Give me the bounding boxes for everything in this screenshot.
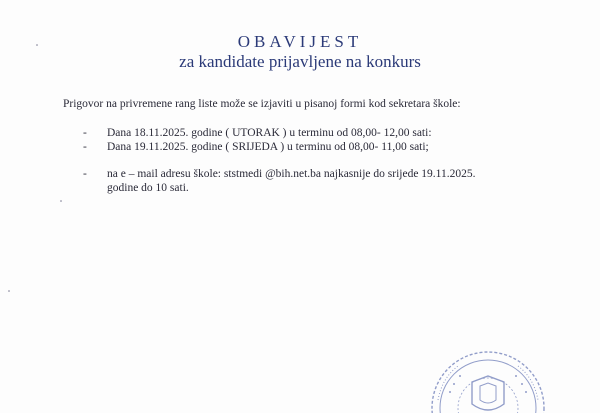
scan-speck: [36, 44, 38, 46]
list-item-text: Dana 19.11.2025. godine ( SRIJEDA ) u terminu od 08,00- 11,00 sati;: [107, 141, 429, 153]
school-seal-stamp-icon: [428, 348, 548, 413]
scan-speck: [8, 290, 10, 292]
notice-title: OBAVIJEST: [237, 32, 363, 51]
list-bullet: -: [83, 127, 87, 139]
scan-speck: [60, 200, 62, 202]
intro-paragraph: Prigovor na privremene rang liste može se izjaviti u pisanoj formi kod sekretara škole:: [63, 98, 461, 110]
list-item-text: na e – mail adresu škole: ststmedi @bih.net.ba najkasnije do srijede 19.11.2025.: [107, 168, 476, 180]
list-bullet: -: [83, 141, 87, 153]
list-item-text: Dana 18.11.2025. godine ( UTORAK ) u terminu od 08,00- 12,00 sati:: [107, 127, 432, 139]
list-item-email-continuation: godine do 10 sati.: [107, 182, 189, 194]
list-bullet: -: [83, 168, 87, 180]
notice-subtitle: za kandidate prijavljene na konkurs: [179, 52, 421, 71]
